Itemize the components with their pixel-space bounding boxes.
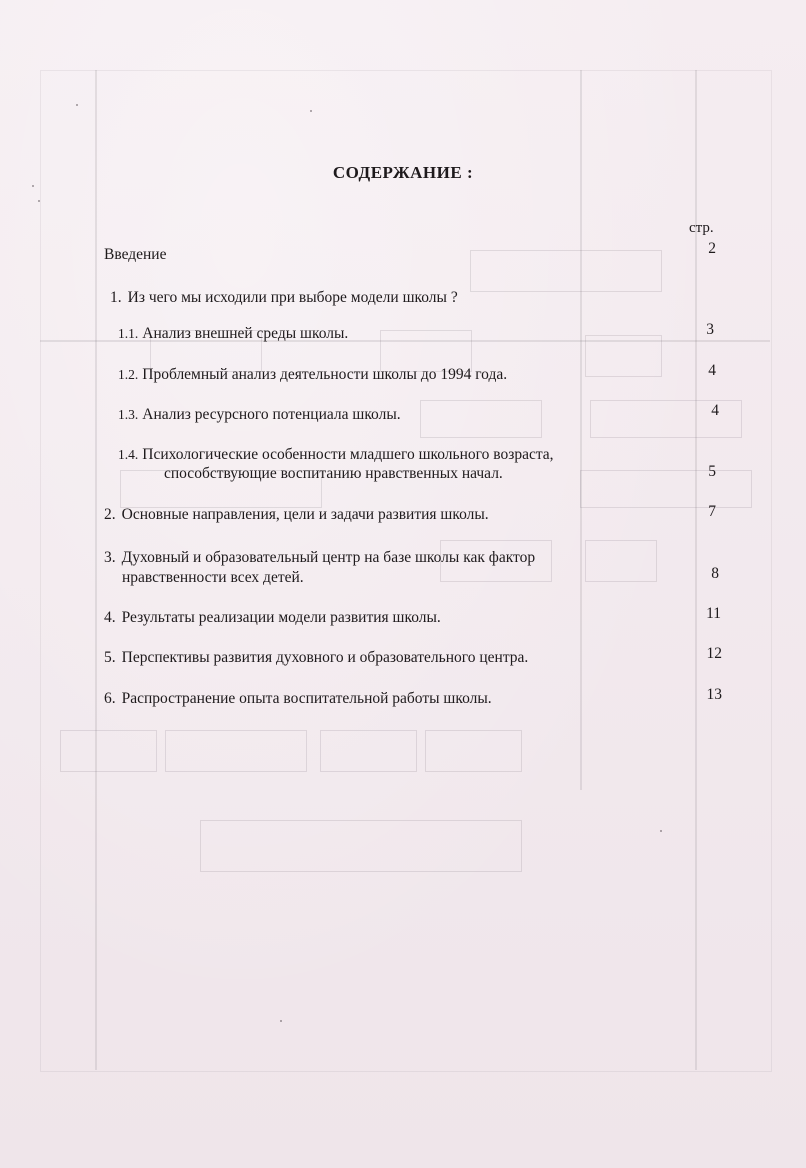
toc-page-number: 4 <box>711 402 719 419</box>
scan-speck <box>76 104 78 106</box>
toc-entry <box>104 244 166 266</box>
toc-entry <box>118 323 348 345</box>
toc-page-number: 4 <box>708 362 716 379</box>
toc-page-number: 12 <box>706 645 722 662</box>
toc-entry-number: 1.3. <box>118 407 139 422</box>
toc-entry-text: Распространение опыта воспитательной работы школы. <box>121 690 492 707</box>
toc-entry <box>104 647 528 669</box>
scan-speck <box>32 185 34 187</box>
toc-entry-text: Анализ внешней среды школы. <box>142 325 349 342</box>
toc-entry-continuation <box>164 463 503 485</box>
page-column-label: стр. <box>689 220 714 236</box>
toc-entry <box>104 547 535 569</box>
toc-page-number: 11 <box>706 605 721 622</box>
toc-page-number: 5 <box>708 463 716 480</box>
scan-speck <box>310 110 312 112</box>
toc-entry-number: 2. <box>104 506 116 523</box>
toc-entry-text: Результаты реализации модели развития школы. <box>121 609 441 626</box>
toc-entry-number: 1. <box>110 289 122 306</box>
toc-entry-text: Перспективы развития духовного и образовательного центра. <box>121 649 529 666</box>
toc-entry-number: 5. <box>104 649 116 666</box>
toc-entry-text: способствующие воспитанию нравственных начал. <box>164 465 503 482</box>
toc-entry-text: Из чего мы исходили при выборе модели школы ? <box>127 289 458 306</box>
toc-entry <box>104 688 492 710</box>
toc-entry-continuation <box>122 567 304 589</box>
toc-entry-text: Психологические особенности младшего школьного возраста, <box>142 446 554 463</box>
toc-entry-text: Духовный и образовательный центр на базе школы как фактор <box>121 549 536 566</box>
toc-entry-text: нравственности всех детей. <box>122 569 304 586</box>
page-title: СОДЕРЖАНИЕ : <box>332 163 474 182</box>
toc-entry-number: 6. <box>104 690 116 707</box>
toc-entry-number: 3. <box>104 549 116 566</box>
toc-page-number: 13 <box>706 686 722 703</box>
toc-page-number: 2 <box>708 240 716 257</box>
toc-page-number: 8 <box>711 565 719 582</box>
toc-entry-number: 1.4. <box>118 447 139 462</box>
toc-page-number: 7 <box>708 503 716 520</box>
toc-entry-text: Проблемный анализ деятельности школы до 1994 года. <box>142 366 508 383</box>
toc-entry <box>104 504 489 526</box>
toc-entry-number: 4. <box>104 609 116 626</box>
toc-entry-text: Основные направления, цели и задачи развития школы. <box>121 506 489 523</box>
scan-speck <box>38 200 40 202</box>
toc-entry <box>110 287 458 309</box>
toc-entry-number: 1.1. <box>118 326 139 341</box>
toc-entry-number: 1.2. <box>118 367 139 382</box>
toc-entry <box>118 364 507 386</box>
toc-entry <box>104 607 441 629</box>
scan-speck <box>660 830 662 832</box>
toc-entry-text: Введение <box>104 246 167 263</box>
toc-entry-text: Анализ ресурсного потенциала школы. <box>142 406 401 423</box>
toc-page-number: 3 <box>706 321 714 338</box>
toc-entry <box>118 404 401 426</box>
scan-speck <box>280 1020 282 1022</box>
bleed-through-rule <box>95 70 97 1070</box>
